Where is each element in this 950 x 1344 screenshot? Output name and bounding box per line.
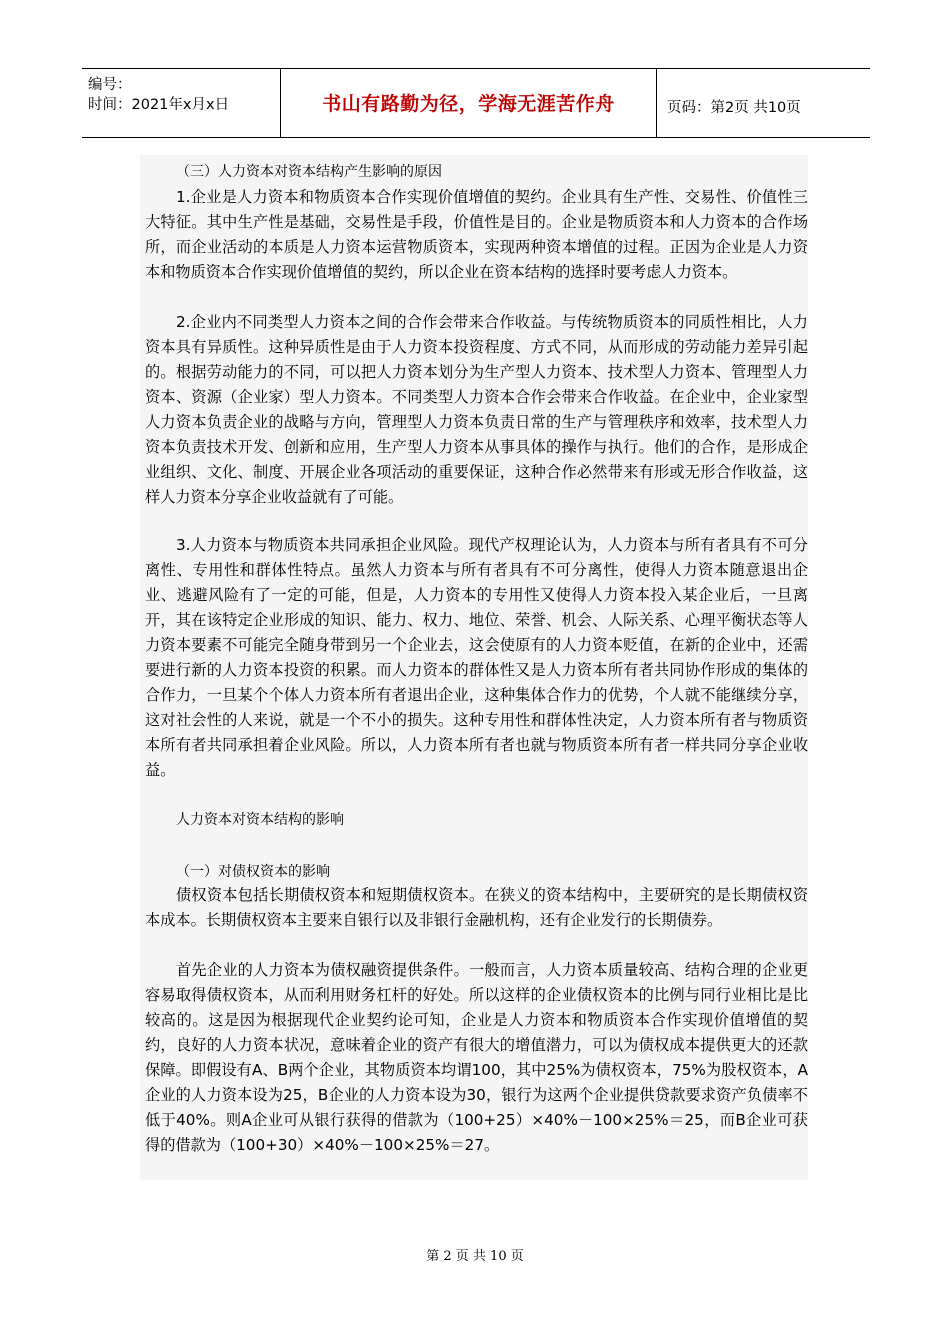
document-code-label: 编号： bbox=[88, 77, 132, 93]
subheading-debt-capital: （一）对债权资本的影响 bbox=[176, 864, 330, 880]
paragraph-4: 债权资本包括长期债权资本和短期债权资本。在狭义的资本结构中，主要研究的是长期债权资本成本。长期债权资本主要来自银行以及非银行金融机构，还有企业发行的长期债券。 bbox=[145, 886, 808, 929]
header-middle-cell bbox=[280, 69, 657, 137]
paragraph-1: 1.企业是人力资本和物质资本合作实现价值增值的契约。企业具有生产性、交易性、价值性三大特征。其中生产性是基础，交易性是手段，价值性是目的。企业是物质资本和人力资本的合作场所，而企业活动的本质是人力资本运营物质资本，实现两种资本增值的过程。正因为企业是人力资本和物质资本合作实现价值增值的契约，所以企业在资本结构的选择时要考虑人力资本。 bbox=[145, 188, 808, 281]
page-footer: 第 2 页 共 10 页 bbox=[426, 1249, 524, 1264]
paragraph-2: 2.企业内不同类型人力资本之间的合作会带来合作收益。与传统物质资本的同质性相比，人力资本具有异质性。这种异质性是由于人力资本投资程度、方式不同，从而形成的劳动能力差异引起的。根据劳动能力的不同，可以把人力资本划分为生产型人力资本、技术型人力资本、管理型人力资本、资源（企业家）型人力资本。不同类型人力资本合作会带来合作收益。在企业中，企业家型人力资本负责企业的战略与方向，管理型人力资本负责日常的生产与管理秩序和效率，技术型人力资本负责技术开发、创新和应用，生产型人力资本从事具体的操作与执行。他们的合作，是形成企业组织、文化、制度、开展企业各项活动的重要保证，这种合作必然带来有形或无形合作收益，这样人力资本分享企业收益就有了可能。 bbox=[145, 313, 808, 506]
paragraph-5: 首先企业的人力资本为债权融资提供条件。一般而言，人力资本质量较高、结构合理的企业更容易取得债权资本，从而利用财务杠杆的好处。所以这样的企业债权资本的比例与同行业相比是比较高的。这是因为根据现代企业契约论可知，企业是人力资本和物质资本合作实现价值增值的契约，良好的人力资本状况，意味着企业的资产有很大的增值潜力，可以为债权成本提供更大的还款保障。即假设有A、B两个企业，其物质资本均谓100，其中25%为债权资本，75%为股权资本，A企业的人力资本设为25，B企业的人力资本设为30，银行为这两个企业提供贷款要求资产负债率不低于40%。则A企业可从银行获得的借款为（100+25）×40%－100×25%＝25，而B企业可获得的借款为（100+30）×40%－100×25%＝27。 bbox=[145, 961, 808, 1154]
document-date-label: 时间：2021年x月x日 bbox=[88, 97, 230, 113]
header-left-cell bbox=[82, 69, 280, 137]
paragraph-3: 3.人力资本与物质资本共同承担企业风险。现代产权理论认为，人力资本与所有者具有不可分离性、专用性和群体性特点。虽然人力资本与所有者具有不可分离性，使得人力资本随意退出企业、逃避风险有了一定的可能，但是，人力资本的专用性又使得人力资本投入某企业后，一旦离开，其在该特定企业形成的知识、能力、权力、地位、荣誉、机会、人际关系、心理平衡状态等人力资本要素不可能完全随身带到另一个企业去，这会使原有的人力资本贬值，在新的企业中，还需要进行新的人力资本投资的积累。而人力资本的群体性又是人力资本所有者共同协作形成的集体的合作力，一旦某个个体人力资本所有者退出企业，这种集体合作力的优势，个人就不能继续分享，这对社会性的人来说，就是一个不小的损失。这种专用性和群体性决定，人力资本所有者与物质资本所有者共同承担着企业风险。所以，人力资本所有者也就与物质资本所有者一样共同分享企业收益。 bbox=[145, 536, 808, 779]
document-header bbox=[82, 68, 870, 138]
header-motto: 书山有路勤为径，学海无涯苦作舟 bbox=[322, 93, 615, 115]
section-title: 人力资本对资本结构的影响 bbox=[176, 812, 344, 828]
header-right-cell bbox=[657, 69, 870, 137]
subheading-reasons: （三）人力资本对资本结构产生影响的原因 bbox=[176, 164, 442, 180]
header-page-label: 页码：第2页 共10页 bbox=[667, 100, 801, 116]
